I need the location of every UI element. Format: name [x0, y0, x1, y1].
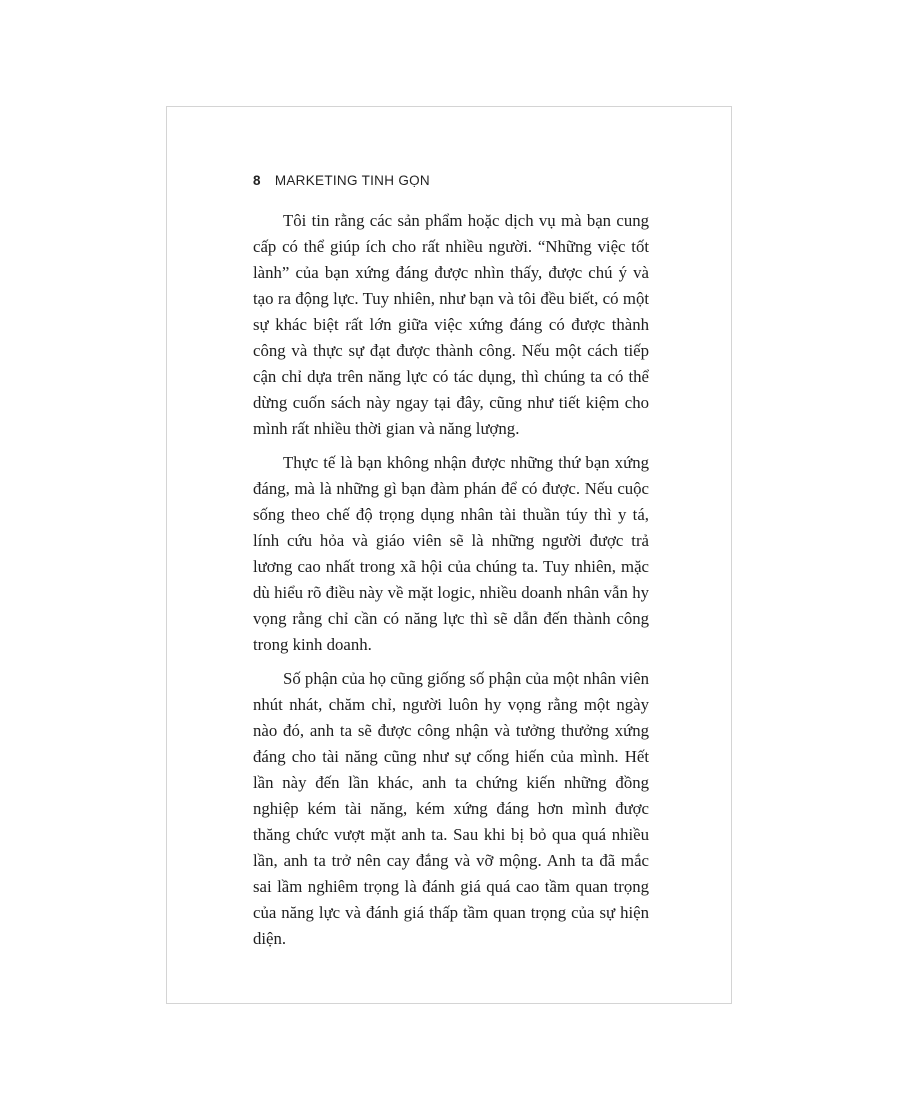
running-title: MARKETING TINH GỌN: [274, 173, 430, 188]
book-page: [166, 106, 732, 1004]
page-number: 8: [253, 173, 261, 188]
paragraph: Số phận của họ cũng giống số phận của một nhân viên nhút nhát, chăm chỉ, người luôn hy vọng rằng một ngày nào đó, anh ta sẽ được công nhận và tưởng thưởng xứng đáng cho tài năng cũng như sự cống hiến của mình. Hết lần này đến lần khác, anh ta chứng kiến những đồng nghiệp kém tài năng, kém xứng đáng hơn mình được thăng chức vượt mặt anh ta. Sau khi bị bỏ qua quá nhiều lần, anh ta trở nên cay đắng và vỡ mộng. Anh ta đã mắc sai lầm nghiêm trọng là đánh giá quá cao tầm quan trọng của năng lực và đánh giá thấp tầm quan trọng của sự hiện diện.: [253, 669, 649, 948]
paragraph: Tôi tin rằng các sản phẩm hoặc dịch vụ mà bạn cung cấp có thể giúp ích cho rất nhiều người. “Những việc tốt lành” của bạn xứng đáng được nhìn thấy, được chú ý và tạo ra động lực. Tuy nhiên, như bạn và tôi đều biết, có một sự khác biệt rất lớn giữa việc xứng đáng có được thành công và thực sự đạt được thành công. Nếu một cách tiếp cận chỉ dựa trên năng lực có tác dụng, thì chúng ta có thể dừng cuốn sách này ngay tại đây, cũng như tiết kiệm cho mình rất nhiều thời gian và năng lượng.: [253, 211, 649, 438]
body-text: [253, 208, 649, 960]
running-header: [253, 173, 430, 188]
paragraph: Thực tế là bạn không nhận được những thứ bạn xứng đáng, mà là những gì bạn đàm phán để có được. Nếu cuộc sống theo chế độ trọng dụng nhân tài thuần túy thì y tá, lính cứu hỏa và giáo viên sẽ là những người được trả lương cao nhất trong xã hội của chúng ta. Tuy nhiên, mặc dù hiểu rõ điều này về mặt logic, nhiều doanh nhân vẫn hy vọng rằng chỉ cần có năng lực thì sẽ dẫn đến thành công trong kinh doanh.: [253, 453, 649, 654]
